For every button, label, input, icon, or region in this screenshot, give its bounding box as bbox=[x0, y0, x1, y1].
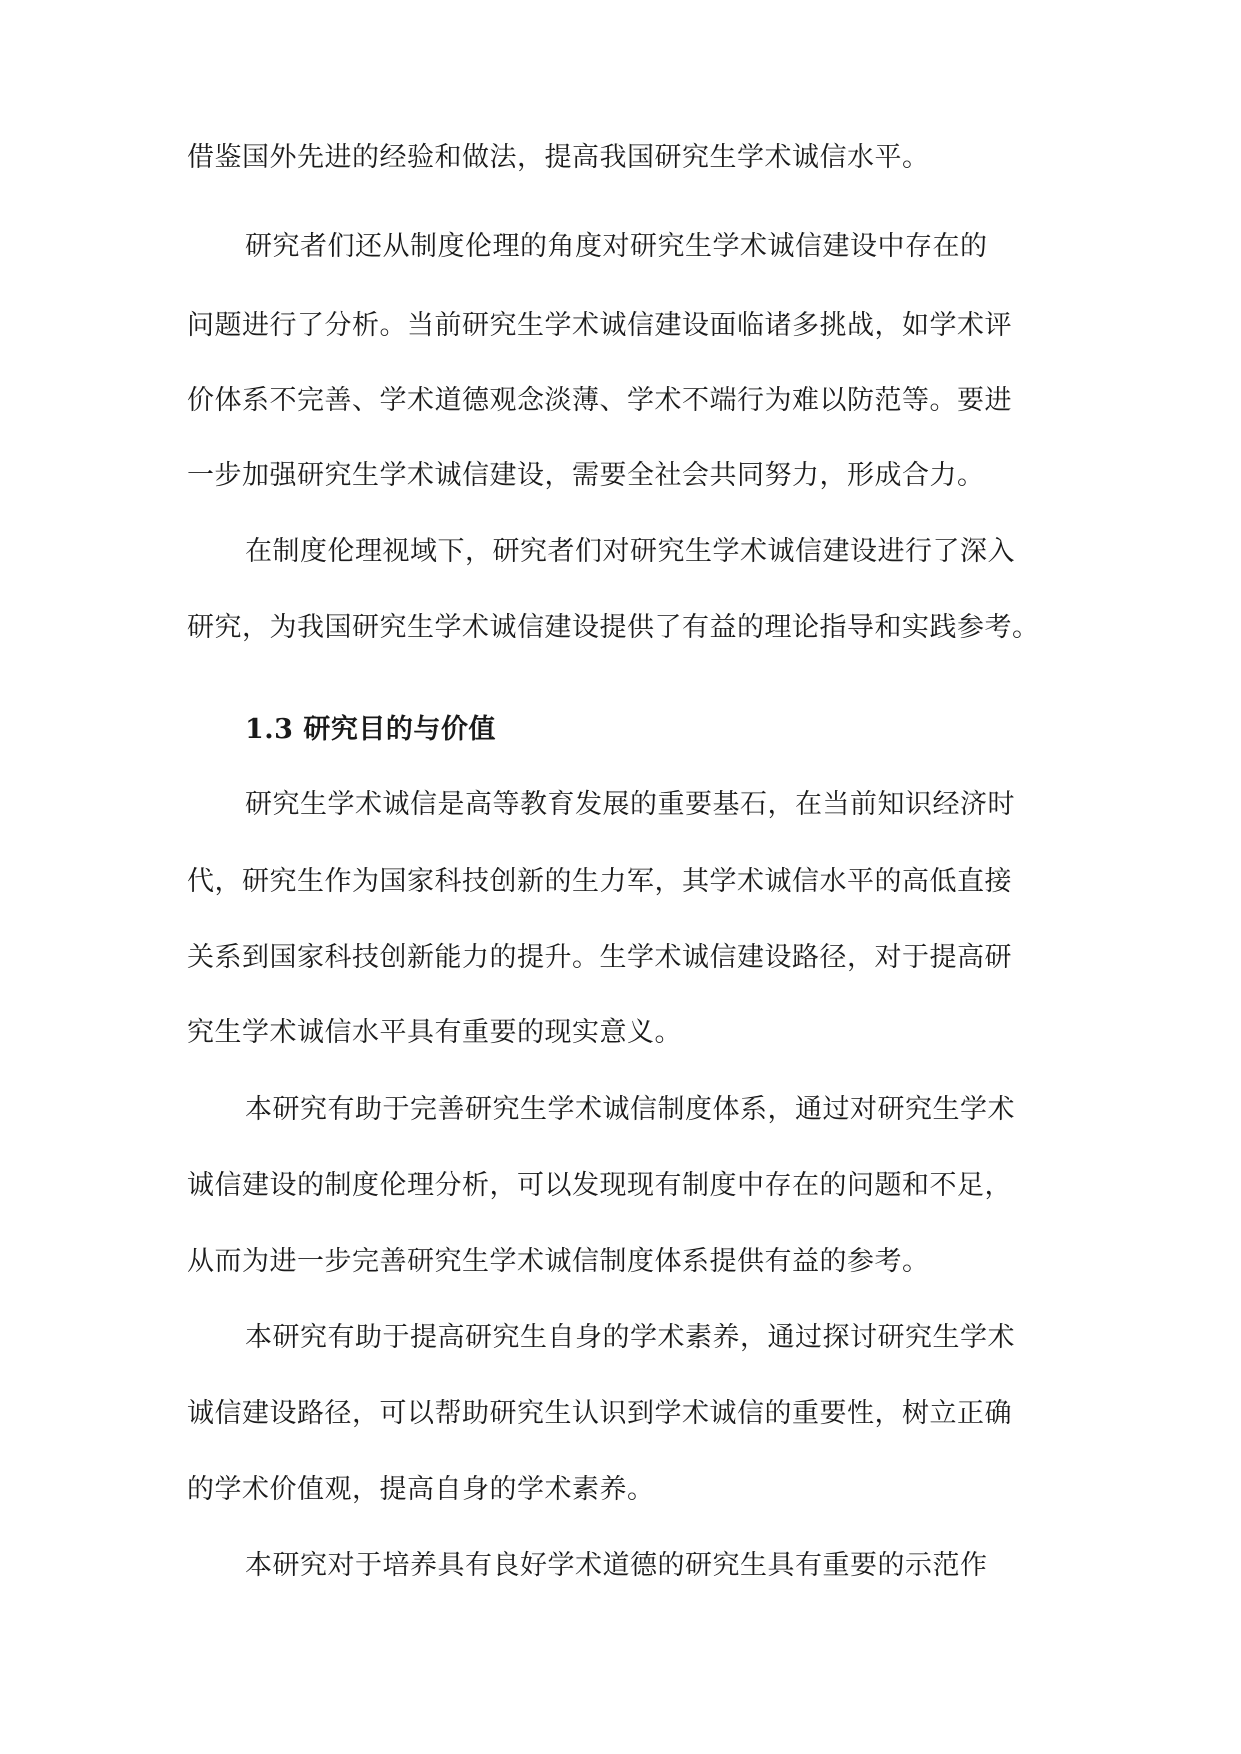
paragraph-line: 价体系不完善、学术道德观念淡薄、学术不端行为难以防范等。要进 bbox=[187, 385, 1012, 416]
paragraph-line: 诚信建设的制度伦理分析，可以发现现有制度中存在的问题和不足， bbox=[187, 1170, 1012, 1201]
paragraph-line: 的学术价值观，提高自身的学术素养。 bbox=[187, 1474, 655, 1505]
section-heading: 1.3 研究目的与价值 bbox=[245, 714, 496, 745]
paragraph-line: 本研究对于培养具有良好学术道德的研究生具有重要的示范作 bbox=[245, 1550, 988, 1581]
paragraph-line: 本研究有助于提高研究生自身的学术素养，通过探讨研究生学术 bbox=[245, 1322, 1015, 1353]
paragraph-line: 问题进行了分析。当前研究生学术诚信建设面临诸多挑战，如学术评 bbox=[187, 310, 1012, 341]
paragraph-line: 借鉴国外先进的经验和做法，提高我国研究生学术诚信水平。 bbox=[187, 142, 930, 173]
paragraph-line: 诚信建设路径，可以帮助研究生认识到学术诚信的重要性，树立正确 bbox=[187, 1398, 1012, 1429]
paragraph-line: 本研究有助于完善研究生学术诚信制度体系，通过对研究生学术 bbox=[245, 1094, 1015, 1125]
paragraph-line: 究生学术诚信水平具有重要的现实意义。 bbox=[187, 1017, 682, 1048]
paragraph-line: 一步加强研究生学术诚信建设，需要全社会共同努力，形成合力。 bbox=[187, 460, 985, 491]
paragraph-line: 关系到国家科技创新能力的提升。生学术诚信建设路径，对于提高研 bbox=[187, 942, 1012, 973]
paragraph-line: 代，研究生作为国家科技创新的生力军，其学术诚信水平的高低直接 bbox=[187, 866, 1012, 897]
paragraph-line: 从而为进一步完善研究生学术诚信制度体系提供有益的参考。 bbox=[187, 1246, 930, 1277]
paragraph-line: 研究生学术诚信是高等教育发展的重要基石，在当前知识经济时 bbox=[245, 789, 1015, 820]
paragraph-line: 研究，为我国研究生学术诚信建设提供了有益的理论指导和实践参考。 bbox=[187, 612, 1040, 643]
paragraph-line: 在制度伦理视域下，研究者们对研究生学术诚信建设进行了深入 bbox=[245, 536, 1015, 567]
paragraph-line: 研究者们还从制度伦理的角度对研究生学术诚信建设中存在的 bbox=[245, 231, 988, 262]
